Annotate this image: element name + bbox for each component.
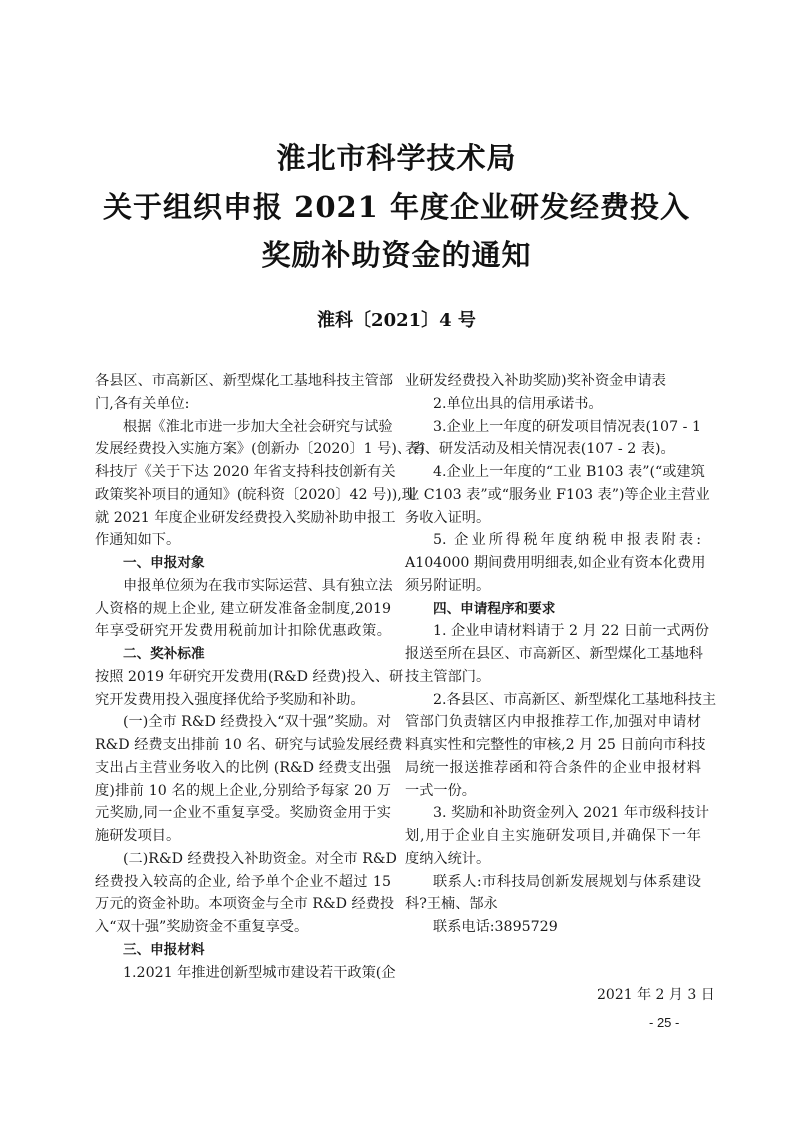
text-line: 科技厅《关于下达 2020 年省支持科技创新有关: [95, 464, 396, 480]
text-line: 1. 企业申请材料请于 2 月 22 日前一式两份: [433, 623, 709, 640]
text-line: 务收入证明。: [405, 509, 491, 526]
text-line: 支出占主营业务收入的比例 (R&D 经费支出强: [95, 759, 391, 776]
contact-person: 联系人:市科技局创新发展规划与体系建设: [433, 873, 701, 890]
text-line: 5. 企业所得税年度纳税申报表附表:: [433, 532, 701, 549]
text-line: 根据《淮北市进一步加大全社会研究与试验: [123, 418, 393, 435]
text-line: 经费投入较高的企业, 给予单个企业不超过 15: [95, 873, 391, 890]
text-line: 1.2021 年推进创新型城市建设若干政策(企: [123, 964, 396, 981]
text-line: 料真实性和完整性的审核,2 月 25 日前向市科技: [405, 737, 706, 753]
page-number: - 25 -: [649, 1015, 680, 1030]
text-line: 管部门负责辖区内申报推荐工作,加强对申请材: [405, 714, 701, 731]
title-line-1: 淮北市科学技术局: [276, 141, 517, 175]
text-line: 局统一报送推荐函和符合条件的企业申报材料: [405, 759, 701, 776]
section-heading: 四、申请程序和要求: [433, 600, 556, 617]
text-line: (二)R&D 经费投入补助资金。对全市 R&D: [123, 850, 397, 867]
text-line: R&D 经费支出排前 10 名、研究与试验发展经费: [95, 737, 403, 753]
text-line: A104000 期间费用明细表,如企业有资本化费用: [405, 555, 706, 571]
text-line: (一)全市 R&D 经费投入“双十强”奖励。对: [123, 714, 391, 731]
text-line: 按照 2019 年研究开发费用(R&D 经费)投入、研: [95, 668, 404, 685]
text-line: 人资格的规上企业, 建立研发准备金制度,2019: [95, 600, 391, 617]
contact-names: 科?王楠、郜永: [405, 896, 498, 913]
text-line: 施研发项目。: [95, 828, 181, 844]
text-line: 业 C103 表”或“服务业 F103 表”)等企业主营业: [405, 486, 710, 503]
text-line: 年享受研究开发费用税前加计扣除优惠政策。: [95, 623, 391, 640]
text-line: 2.各县区、市高新区、新型煤化工基地科技主: [433, 691, 717, 708]
title-line-3: 奖励补助资金的通知: [261, 238, 532, 272]
text-line: 技主管部门。: [405, 668, 491, 685]
text-line: 2.单位出具的信用承诺书。: [433, 395, 603, 412]
text-line: 各县区、市高新区、新型煤化工基地科技主管部: [95, 373, 393, 389]
text-line: 报送至所在县区、市高新区、新型煤化工基地科: [405, 646, 703, 662]
text-line: 度)排前 10 名的规上企业,分别给予每家 20 万: [95, 782, 391, 799]
contact-phone: 联系电话:3895729: [433, 919, 558, 935]
text-line: 万元的资金补助。本项资金与全市 R&D 经费投: [95, 896, 395, 913]
document-number: 淮科〔2021〕4 号: [317, 310, 476, 331]
text-line: 度纳入统计。: [405, 850, 491, 867]
text-line: 3.企业上一年度的研发项目情况表(107 - 1: [433, 418, 701, 435]
left-column: [95, 370, 426, 984]
text-line: 3. 奖励和补助资金列入 2021 年市级科技计: [433, 805, 709, 822]
text-line: 究开发费用投入强度择优给予奖励和补助。: [95, 691, 365, 708]
text-line: 入“双十强”奖励资金不重复享受。: [95, 919, 309, 935]
text-line: 元奖励,同一企业不重复享受。奖励资金用于实: [95, 805, 391, 822]
text-line: 就 2021 年度企业研发经费投入奖励补助申报工: [95, 509, 396, 526]
text-line: 表)、研发活动及相关情况表(107 - 2 表)。: [405, 441, 675, 458]
text-line: 业研发经费投入补助奖励)奖补资金申请表: [405, 373, 666, 389]
text-line: 门,各有关单位:: [95, 395, 190, 412]
text-line: 一式一份。: [405, 782, 476, 799]
text-line: 作通知如下。: [95, 532, 181, 549]
issue-date: 2021 年 2 月 3 日: [597, 987, 715, 1003]
text-line: 划,用于企业自主实施研发项目,并确保下一年: [405, 828, 701, 844]
section-heading: 一、申报对象: [123, 555, 205, 571]
text-line: 申报单位须为在我市实际运营、具有独立法: [123, 577, 393, 594]
right-column: [405, 370, 717, 939]
text-line: 发展经费投入实施方案》(创新办〔2020〕1 号)、省: [95, 441, 426, 458]
text-line: 4.企业上一年度的“工业 B103 表”(“或建筑: [433, 464, 705, 480]
section-heading: 三、申报材料: [123, 941, 205, 958]
title-line-2: 关于组织申报 2021 年度企业研发经费投入: [103, 190, 690, 224]
section-heading: 二、奖补标准: [123, 646, 205, 662]
text-line: 政策奖补项目的通知》(皖科资〔2020〕42 号)),现: [95, 486, 416, 503]
text-line: 须另附证明。: [405, 577, 491, 594]
